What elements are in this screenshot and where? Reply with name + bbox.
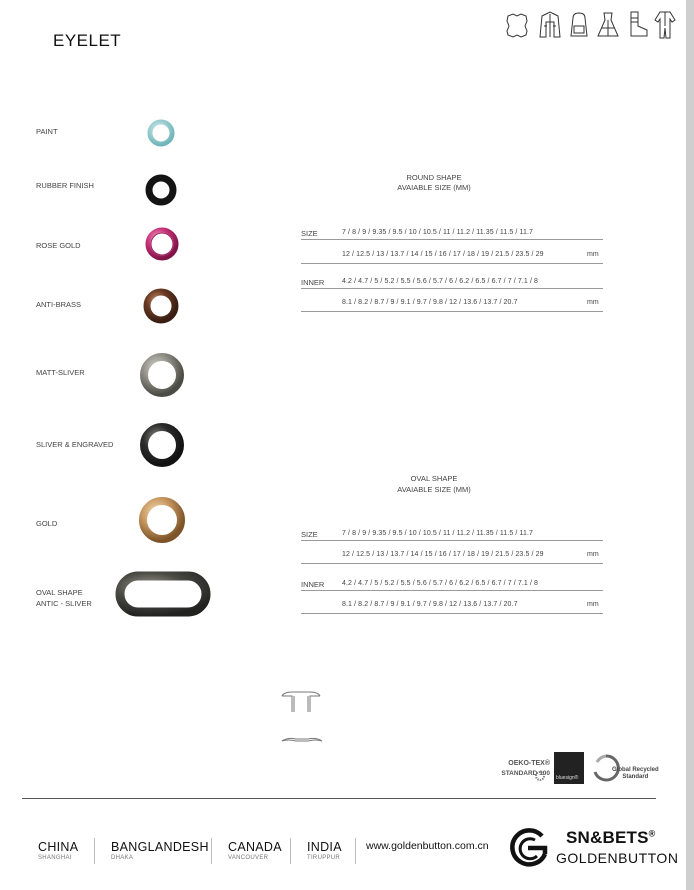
- website-link[interactable]: www.goldenbutton.com.cn: [366, 840, 489, 852]
- divider: [301, 613, 603, 614]
- footer-separator: [355, 838, 356, 864]
- boot-icon: [631, 12, 647, 36]
- brand-name-snbets: [566, 828, 655, 848]
- finish-label-oval-line1: OVAL SHAPE: [36, 588, 83, 597]
- round-size-row1: 7 / 8 / 9 / 9.35 / 9.5 / 10 / 10.5 / 11 / 11.2 / 11.35 / 11.5 / 11.7: [342, 229, 534, 236]
- eyelet-anti-brass-icon: [141, 286, 181, 326]
- bluesign-text: bluesign®: [556, 775, 579, 781]
- divider: [301, 540, 603, 541]
- footer-divider: [22, 798, 656, 799]
- backpack-icon: [571, 13, 587, 36]
- divider: [301, 288, 603, 289]
- round-inner-row1: 4.2 / 4.7 / 5 / 5.2 / 5.5 / 5.6 / 5.7 / 6 / 6.2 / 6.5 / 6.7 / 7 / 7.1 / 8: [342, 278, 539, 285]
- eyelet-side-profile-diagram: [278, 688, 324, 716]
- oval-size-label: SIZE: [301, 530, 318, 539]
- finish-label-rose-gold: ROSE GOLD: [36, 241, 81, 250]
- footer-separator: [211, 838, 212, 864]
- location-country: BANGLANDESH: [111, 840, 209, 854]
- divider: [301, 311, 603, 312]
- eyelet-rubber-finish-icon: [143, 172, 179, 208]
- registered-mark: ®: [648, 828, 656, 839]
- eyelet-rose-gold-icon: [143, 225, 181, 263]
- finish-label-oval-line2: ANTIC - SLIVER: [36, 599, 92, 608]
- location-country: INDIA: [307, 840, 342, 854]
- brand-name-goldenbutton: GOLDENBUTTON: [556, 850, 679, 866]
- location-canada: [228, 840, 282, 861]
- location-city: VANCOUVER: [228, 855, 269, 861]
- oval-size-row1: 7 / 8 / 9 / 9.35 / 9.5 / 10 / 10.5 / 11 / 11.2 / 11.35 / 11.5 / 11.7: [342, 530, 534, 537]
- grs-line2: Standard: [622, 774, 649, 780]
- washer-side-profile-diagram: [280, 732, 324, 746]
- oeko-tex-title: OEKO-TEX®: [508, 760, 550, 767]
- grs-line1: Global Recycled: [612, 767, 659, 773]
- location-country: CANADA: [228, 840, 282, 854]
- oval-size-unit: mm: [587, 551, 599, 558]
- location-city: DHAKA: [111, 855, 134, 861]
- location-country: CHINA: [38, 840, 79, 854]
- footer-separator: [290, 838, 291, 864]
- divider: [301, 263, 603, 264]
- finish-label-anti-brass: ANTI-BRASS: [36, 300, 82, 309]
- oval-size-row2: 12 / 12.5 / 13 / 13.7 / 14 / 15 / 16 / 17 / 18 / 19 / 21.5 / 23.5 / 29: [342, 551, 544, 558]
- finish-label-paint: PAINT: [36, 127, 58, 136]
- round-size-label: SIZE: [301, 229, 318, 238]
- category-icons: [505, 8, 680, 42]
- leather-hide-icon: [507, 14, 527, 37]
- page-title: EYELET: [53, 31, 122, 50]
- eyelet-matt-silver-icon: [137, 350, 187, 400]
- eyelet-paint-icon: [146, 118, 176, 148]
- oeko-tex-flower-icon: [534, 770, 546, 782]
- jacket-icon: [540, 12, 560, 37]
- oval-heading-line1: OVAL SHAPE: [410, 474, 458, 483]
- eyelet-oval-antic-silver-icon: [114, 570, 212, 618]
- round-heading-line2: AVAIABLE SIZE (MM): [397, 183, 471, 192]
- round-inner-unit: mm: [587, 299, 599, 306]
- goldenbutton-logo-icon: [506, 826, 550, 870]
- page-edge-bar: [686, 0, 694, 890]
- divider: [301, 239, 603, 240]
- bluesign-logo: [554, 752, 584, 784]
- divider: [301, 590, 603, 591]
- oeko-tex-standard: STANDARD 100: [501, 770, 550, 777]
- oval-inner-label: INNER: [301, 580, 325, 589]
- brand-snbets-text: SN&BETS: [566, 828, 649, 847]
- finish-label-matt-silver: MATT-SLIVER: [36, 368, 85, 377]
- dress-icon: [598, 13, 618, 36]
- location-city: SHANGHAI: [38, 855, 72, 861]
- round-size-unit: mm: [587, 251, 599, 258]
- eyelet-gold-icon: [136, 494, 188, 546]
- round-inner-label: INNER: [301, 278, 325, 287]
- finish-label-rubber-finish: RUBBER FINISH: [36, 181, 94, 190]
- divider: [301, 563, 603, 564]
- oval-inner-row1: 4.2 / 4.7 / 5 / 5.2 / 5.5 / 5.6 / 5.7 / 6 / 6.2 / 6.5 / 6.7 / 7 / 7.1 / 8: [342, 580, 539, 587]
- footer-separator: [94, 838, 95, 864]
- oval-heading-line2: AVAIABLE SIZE (MM): [397, 485, 471, 494]
- round-heading-line1: ROUND SHAPE: [406, 173, 462, 182]
- jumpsuit-icon: [655, 12, 675, 38]
- finish-label-gold: GOLD: [36, 519, 58, 528]
- location-india: [307, 840, 342, 861]
- eyelet-silver-engraved-icon: [137, 420, 187, 470]
- location-bangladesh: [111, 840, 209, 861]
- location-city: TIRUPPUR: [307, 855, 341, 861]
- oval-inner-unit: mm: [587, 601, 599, 608]
- location-china: [38, 840, 78, 861]
- oval-inner-row2: 8.1 / 8.2 / 8.7 / 9 / 9.1 / 9.7 / 9.8 / 12 / 13.6 / 13.7 / 20.7: [342, 601, 518, 608]
- round-size-row2: 12 / 12.5 / 13 / 13.7 / 14 / 15 / 16 / 17 / 18 / 19 / 21.5 / 23.5 / 29: [342, 251, 544, 258]
- round-inner-row2: 8.1 / 8.2 / 8.7 / 9 / 9.1 / 9.7 / 9.8 / 12 / 13.6 / 13.7 / 20.7: [342, 299, 518, 306]
- finish-label-silver-engraved: SLIVER & ENGRAVED: [36, 440, 114, 449]
- global-recycled-standard-text: [612, 767, 659, 781]
